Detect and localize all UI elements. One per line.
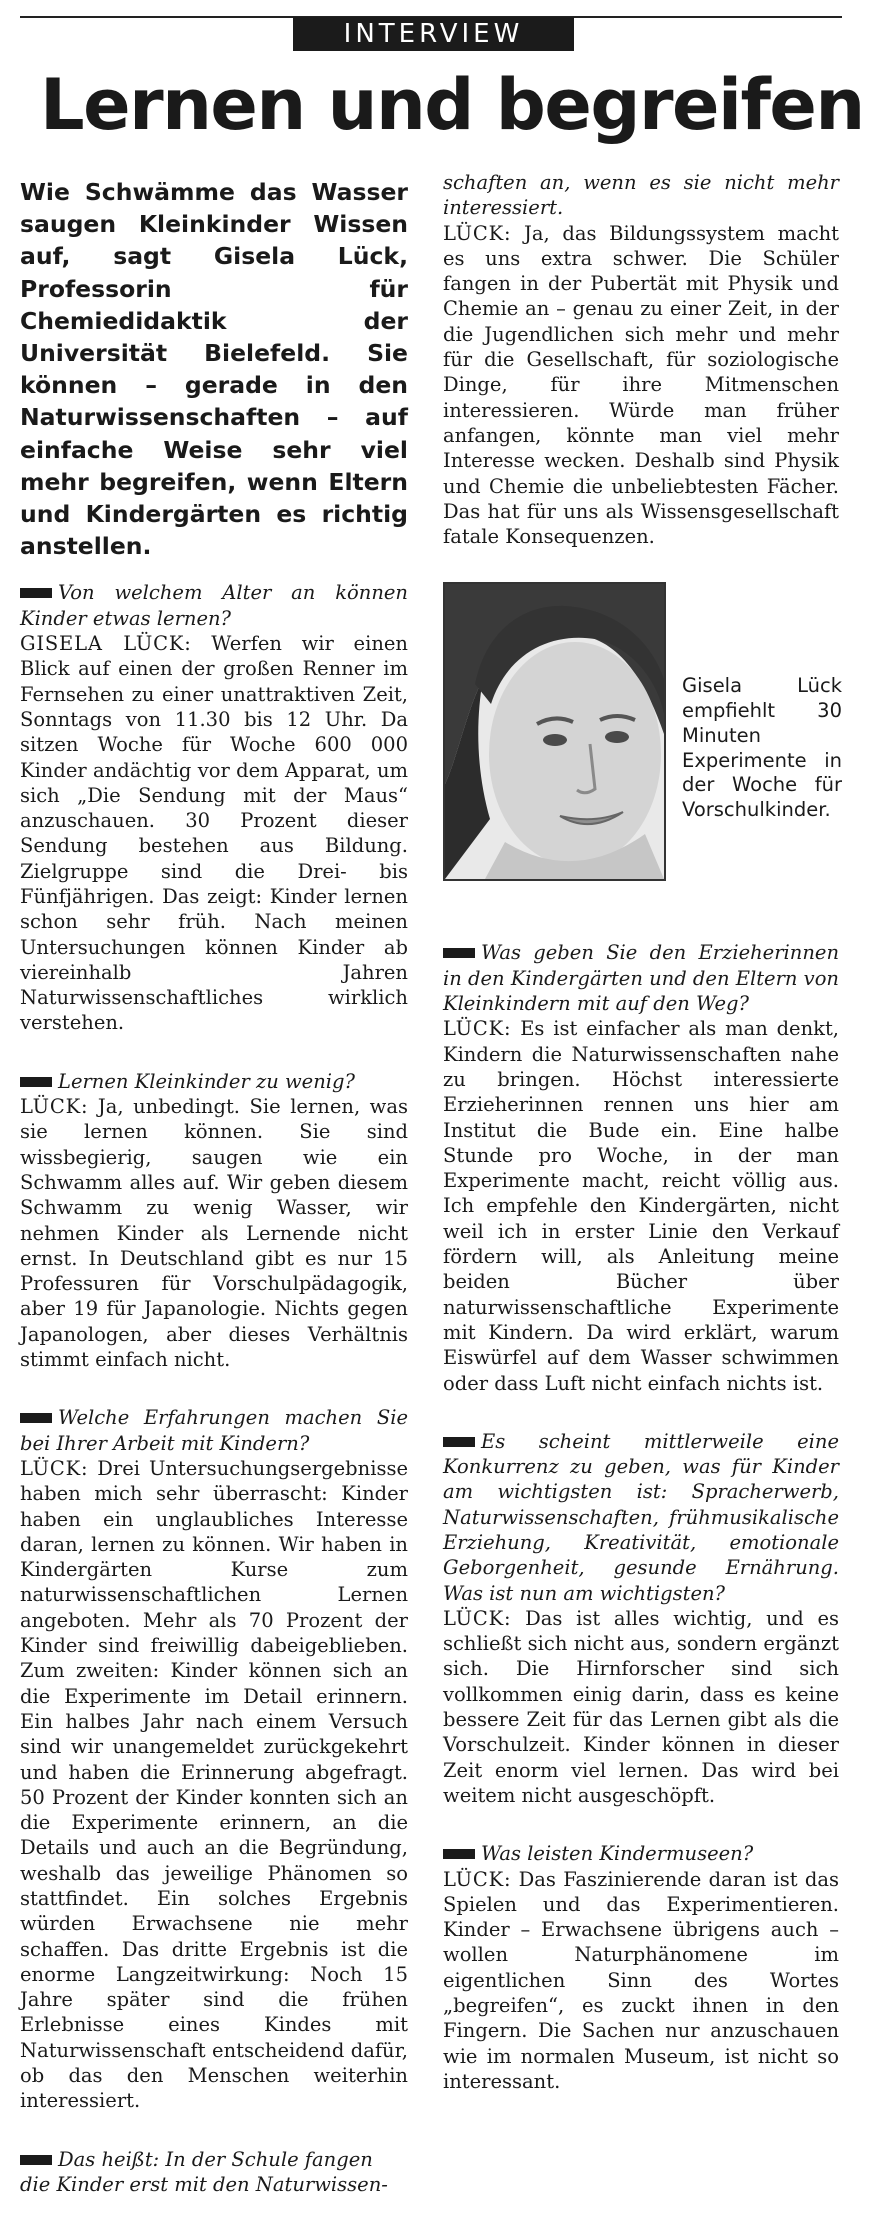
answer-text: Das Faszinierende daran ist das Spielen und das Experimentieren. Kinder – Erwachsene übrigens auch – wollen Naturphänomene im eigentlichen Sinn des Wortes „begreifen“, es zuckt ihnen in den Fingern. Die Sachen nur anzuschauen wie im normalen Museum, ist nicht so interessant. [443, 1867, 840, 2093]
answer [20, 1456, 408, 2114]
answer [443, 1016, 839, 1395]
question [443, 940, 839, 1016]
qa-block-age [20, 580, 408, 1035]
speaker-name: LÜCK: [443, 1867, 512, 1891]
answer [20, 631, 408, 1036]
answer-text: Das ist alles wichtig, und es schließt sich nicht aus, sondern ergänzt sich. Die Hirnforscher sind sich vollkommen einig darin, dass es keine bessere Zeit für das Lernen gibt als die Vorschulzeit. Kinder können in dieser Zeit enorm viel lernen. Das wird bei weitem nicht ausgeschöpft. [443, 1606, 840, 1807]
section-kicker: INTERVIEW [293, 17, 574, 51]
question-continued: schaften an, wenn es sie nicht mehr interessiert. [443, 171, 839, 220]
question [443, 1429, 839, 1606]
speaker-name: LÜCK: [20, 1095, 89, 1119]
question [20, 2147, 408, 2198]
speaker-name: LÜCK: [20, 1456, 89, 1480]
qa-block-school [20, 2147, 408, 2198]
answer-text: Werfen wir einen Blick auf einen der großen Renner im Fernsehen zu einer unattraktiven Zeit, Sonntags von 11.30 bis 12 Uhr. Da sitzen Woche für Woche 600 000 Kinder andächtig vor dem Apparat, um sich „Die Sendung mit der Maus“ anzuschauen. 30 Prozent dieser Sendung bestehen aus Bildung. Zielgruppe sind die Drei- bis Fünfjährigen. Das zeigt: Kinder lernen schon sehr früh. Nach meinen Untersuchungen können Kinder ab viereinhalb Jahren Naturwissenschaftliches wirklich verstehen. [20, 632, 408, 1035]
portrait-illustration [445, 584, 664, 879]
question [20, 1405, 408, 1456]
answer-text: Ja, das Bildungssystem macht es uns extra schwer. Die Schüler fangen in der Pubertät mit Physik und Chemie an – genau zu einer Zeit, in der die Jugendlichen sich mehr und mehr für die Gesellschaft, für soziologische Dinge, für ihre Mitmenschen interessieren. Würde man früher anfangen, könnte man viel mehr Interesse wecken. Deshalb sind Physik und Chemie die unbeliebtesten Fächer. Das hat für uns als Wissensgesellschaft fatale Konsequenzen. [443, 221, 840, 549]
question [20, 1069, 408, 1094]
question-marker [20, 1077, 52, 1087]
question [443, 1841, 839, 1866]
portrait-photo-icon [443, 582, 666, 881]
question-marker [20, 1413, 52, 1423]
headline: Lernen und begreifen [40, 64, 864, 146]
question-text: Von welchem Alter an können Kinder etwas lernen? [20, 581, 408, 630]
question [20, 580, 408, 631]
question-text: Was leisten Kindermuseen? [481, 1842, 754, 1866]
answer-text: Ja, unbedingt. Sie lernen, was sie lernen können. Sie sind wissbegierig, saugen wie ein Schwamm alles auf. Wir geben diesem Schwamm zu wenig Wasser, wir nehmen Kinder als Lernende nicht ernst. In Deutschland gibt es nur 15 Professuren für Vorschulpädagogik, aber 19 für Japanologie. Nichts gegen Japanologen, aber dieses Verhältnis stimmt einfach nicht. [20, 1095, 408, 1372]
question-text: Welche Erfahrungen machen Sie bei Ihrer Arbeit mit Kindern? [20, 1406, 408, 1455]
question-text: Lernen Kleinkinder zu wenig? [58, 1069, 355, 1093]
qa-block-advice [443, 940, 839, 1395]
speaker-name: LÜCK: [443, 1606, 512, 1630]
question-marker [443, 1437, 475, 1447]
photo-caption: Gisela Lück empfiehlt 30 Minuten Experimente in der Woche für Vorschulkinder. [682, 674, 842, 821]
answer [443, 1867, 839, 2095]
question-marker [20, 2155, 52, 2165]
answer-text: Drei Untersuchungsergebnisse haben mich sehr überrascht: Kinder haben ein unglaubliches Interesse daran, lernen zu können. Wir haben in Kindergärten Kurse zum naturwissenschaftlichen Lernen angeboten. Mehr als 70 Prozent der Kinder sind freiwillig dabeigeblieben. Zum zweiten: Kinder können sich an die Experimente im Detail erinnern. Ein halbes Jahr nach einem Versuch sind wir unangemeldet zurückgekehrt und haben die Erinnerung abgefragt. 50 Prozent der Kinder konnten sich an die Experimente erinnern, an die Details und auch an die Begründung, weshalb das jeweilige Phänomen so stattfindet. Ein solches Ergebnis würden Erwachsene nie mehr schaffen. Das dritte Ergebnis ist die enorme Langzeitwirkung: Noch 15 Jahre später sind die frühen Erlebnisse eines Kindes mit Naturwissenschaft entscheidend dafür, ob das den Menschen weiterhin interessiert. [20, 1456, 408, 2113]
qa-block-too-little [20, 1069, 408, 1373]
answer [20, 1094, 408, 1372]
right-column [443, 170, 842, 2127]
question-text: Was geben Sie den Erzieherinnen in den Kindergärten und den Eltern von Kleinkindern mit auf den Weg? [443, 941, 839, 1016]
qa-block-experiences [20, 1405, 408, 2113]
question-text: Es scheint mittlerweile eine Konkurrenz zu geben, was für Kinder am wichtigsten ist: Spracherwerb, Naturwissenschaften, frühmusikalische Erziehung, Kreativität, emotionale Geborgenheit, gesunde Ernährung. Was ist nun am wichtigsten? [443, 1429, 839, 1605]
speaker-name: LÜCK: [443, 1017, 512, 1041]
answer [443, 1606, 839, 1808]
question-text: Das heißt: In der Schule fangen die Kinder erst mit den Naturwissen- [20, 2147, 388, 2196]
question-marker [443, 948, 475, 958]
speaker-name: LÜCK: [443, 221, 512, 245]
qa-block-school-continued [443, 170, 839, 549]
lead-paragraph: Wie Schwämme das Wasser saugen Kleinkinder Wissen auf, sagt Gisela Lück, Professorin für Chemiedidaktik der Universität Bielefeld. Sie können – gerade in den Naturwissenschaften – auf einfache Weise sehr viel mehr begreifen, wenn Eltern und Kindergärten es richtig anstellen. [20, 178, 408, 561]
photo-block [443, 582, 842, 918]
answer-text: Es ist einfacher als man denkt, Kindern die Naturwissenschaften nahe zu bringen. Höchst interessierte Erzieherinnen rennen uns hier am Institut die Bude ein. Eine halbe Stunde pro Woche, in der man Experimente macht, reicht völlig aus. Ich empfehle den Kindergärten, nicht weil ich in erster Linie den Verkauf fördern will, als Anleitung meine beiden Bücher über naturwissenschaftliche Experimente mit Kindern. Da wird erklärt, warum Eiswürfel auf dem Wasser schwimmen oder dass Luft nicht einfach nichts ist. [443, 1017, 840, 1395]
qa-block-museums [443, 1841, 839, 2094]
question-marker [20, 588, 52, 598]
qa-block-competition [443, 1429, 839, 1808]
question-marker [443, 1849, 475, 1859]
speaker-name: GISELA LÜCK: [20, 632, 192, 656]
answer [443, 221, 839, 550]
left-column [20, 176, 408, 2230]
